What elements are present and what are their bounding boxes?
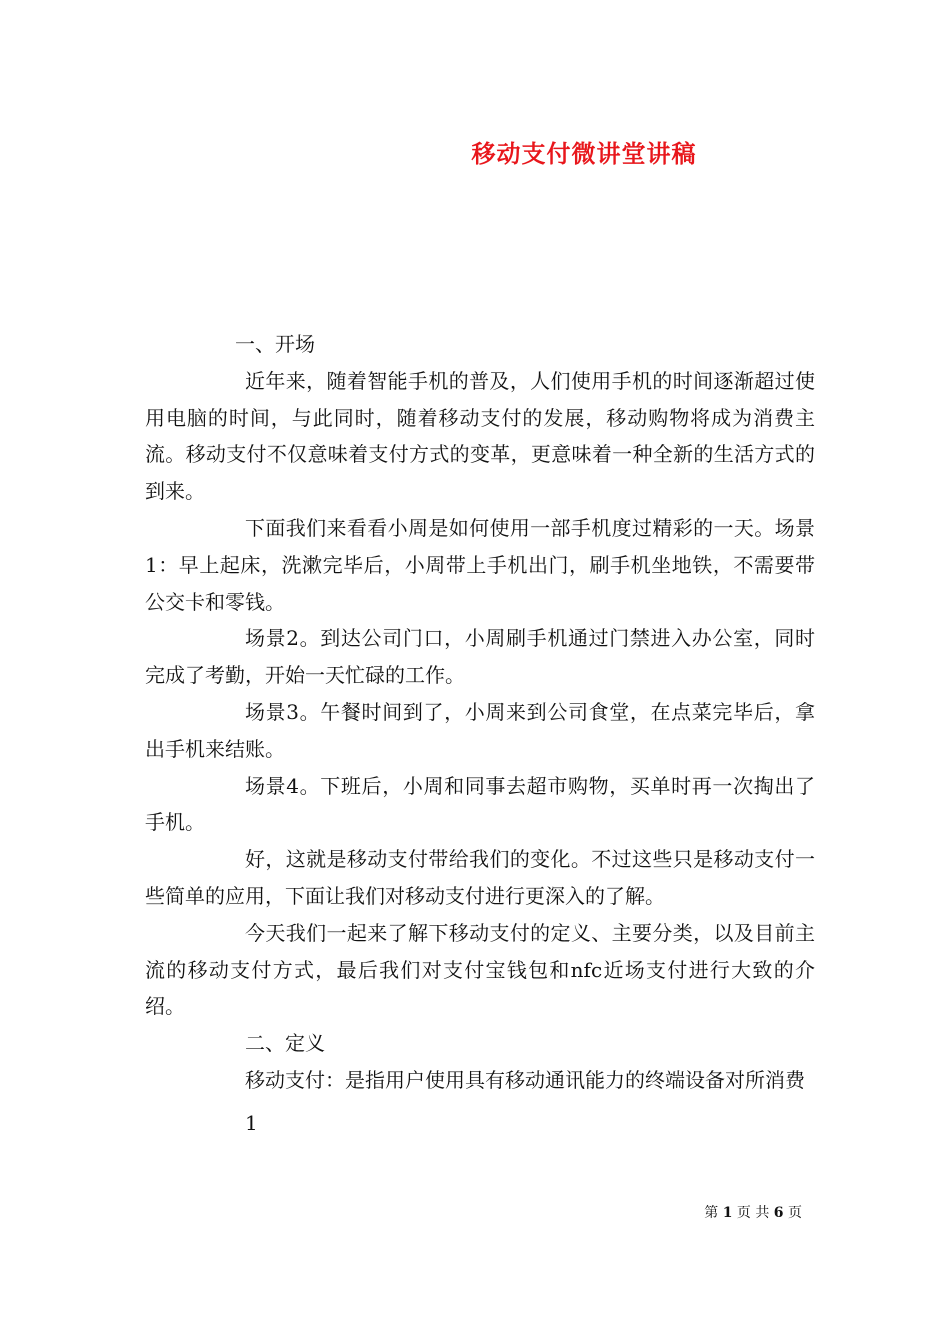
section-heading-definition: 二、定义 bbox=[245, 1031, 325, 1056]
page-footer bbox=[704, 1202, 802, 1222]
paragraph-overview: 今天我们一起来了解下移动支付的定义、主要分类，以及目前主流的移动支付方式，最后我们对支付宝钱包和nfc近场支付进行大致的介绍。 bbox=[145, 920, 815, 1019]
paragraph-scene-3: 场景3。午餐时间到了，小周来到公司食堂，在点菜完毕后，拿出手机来结账。 bbox=[145, 699, 815, 761]
footer-middle: 页 共 bbox=[736, 1205, 770, 1221]
inline-page-number: 1 bbox=[245, 1110, 258, 1135]
section-heading-opening: 一、开场 bbox=[235, 332, 315, 356]
paragraph-scene-2: 场景2。到达公司门口，小周刷手机通过门禁进入办公室，同时完成了考勤，开始一天忙碌的工作。 bbox=[145, 626, 815, 688]
paragraph-intro: 近年来，随着智能手机的普及，人们使用手机的时间逐渐超过使用电脑的时间，与此同时，随着移动支付的发展，移动购物将成为消费主流。移动支付不仅意味着支付方式的变革，更意味着一种全新的生活方式的到来。 bbox=[145, 368, 815, 504]
document-title: 移动支付微讲堂讲稿 bbox=[471, 139, 697, 168]
paragraph-scene-4: 场景4。下班后，小周和同事去超市购物，买单时再一次掏出了手机。 bbox=[145, 773, 815, 835]
footer-prefix: 第 bbox=[704, 1205, 719, 1221]
footer-total-pages: 6 bbox=[773, 1205, 784, 1221]
document-body bbox=[145, 326, 815, 1142]
footer-suffix: 页 bbox=[788, 1205, 802, 1221]
footer-current-page: 1 bbox=[722, 1205, 733, 1221]
paragraph-transition: 好，这就是移动支付带给我们的变化。不过这些只是移动支付一些简单的应用，下面让我们对移动支付进行更深入的了解。 bbox=[145, 847, 815, 908]
paragraph-scene-1: 下面我们来看看小周是如何使用一部手机度过精彩的一天。场景1：早上起床，洗漱完毕后，小周带上手机出门，刷手机坐地铁，不需要带公交卡和零钱。 bbox=[145, 515, 815, 614]
paragraph-definition: 移动支付：是指用户使用具有移动通讯能力的终端设备对所消费 bbox=[245, 1067, 805, 1092]
